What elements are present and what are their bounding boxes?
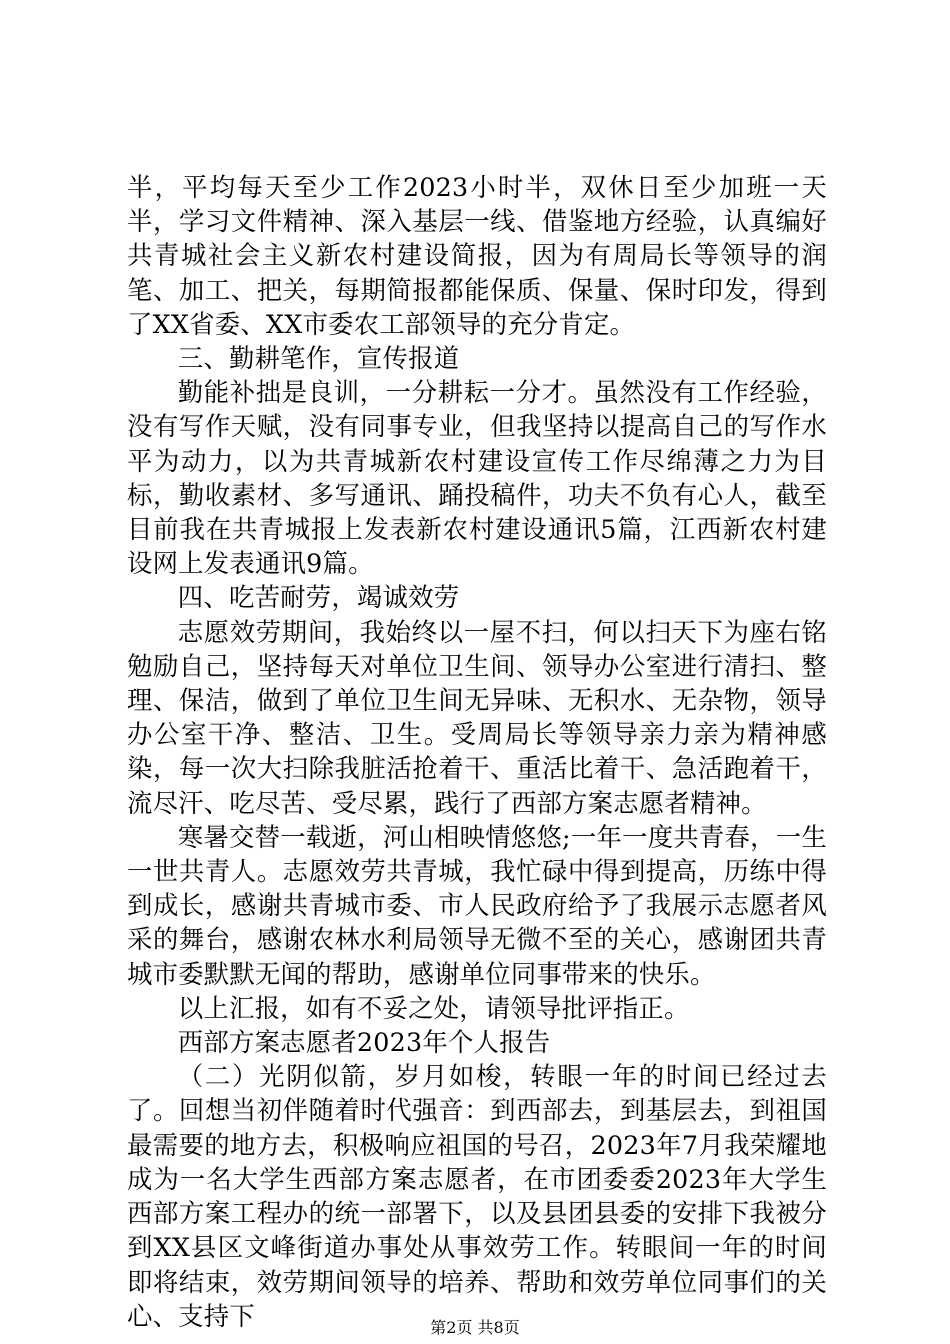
paragraph-second-report: （二）光阴似箭，岁月如梭，转眼一年的时间已经过去了。回想当初伴随着时代强音：到西部去，到基层去，到祖国最需要的地方去，积极响应祖国的号召，2023年7月我荣耀地成为一名大学生西部方案志愿者，在市团委委2023年大学生西部方案工程办的统一部署下，以及县团县委的安排下我被分到XX县区文峰街道办事处从事效劳工作。转眼间一年的时间即将结束，效劳期间领导的培养、帮助和效劳单位同事们的关心、支持下: [127, 1061, 827, 1331]
paragraph-writing: 勤能补拙是良训，一分耕耘一分才。虽然没有工作经验，没有写作天赋，没有同事专业，但我坚持以提高自己的写作水平为动力，以为共青城新农村建设宣传工作尽绵薄之力为目标，勤收素材、多写通讯、踊投稿件，功夫不负有心人，截至目前我在共青城报上发表新农村建设通讯5篇，江西新农村建设网上发表通讯9篇。: [127, 377, 827, 579]
paragraph-closing: 以上汇报，如有不妥之处，请领导批评指正。: [177, 992, 690, 1023]
section-heading-four: 四、吃苦耐劳，竭诚效劳: [177, 582, 460, 613]
report-title: 西部方案志愿者2023年个人报告: [177, 1027, 551, 1058]
document-body: [127, 170, 827, 1333]
page-number-footer: 第2页 共8页: [430, 1318, 520, 1337]
paragraph-thanks: 寒暑交替一载逝，河山相映情悠悠;一年一度共青春，一生一世共青人。志愿效劳共青城，我忙碌中得到提高，历练中得到成长，感谢共青城市委、市人民政府给予了我展示志愿者风采的舞台，感谢农林水利局领导无微不至的关心，感谢团共青城市委默默无闻的帮助，感谢单位同事带来的快乐。: [127, 821, 827, 989]
section-heading-three: 三、勤耕笔作，宣传报道: [177, 343, 460, 374]
paragraph-continuation: 半，平均每天至少工作2023小时半，双休日至少加班一天半，学习文件精神、深入基层一线、借鉴地方经验，认真编好共青城社会主义新农村建设简报，因为有周局长等领导的润笔、加工、把关，每期简报都能保质、保量、保时印发，得到了XX省委、XX市委农工部领导的充分肯定。: [127, 172, 827, 339]
paragraph-service: 志愿效劳期间，我始终以一屋不扫，何以扫天下为座右铭勉励自己，坚持每天对单位卫生间、领导办公室进行清扫、整理、保洁，做到了单位卫生间无异味、无积水、无杂物，领导办公室干净、整洁、卫生。受周局长等领导亲力亲为精神感染，每一次大扫除我脏活抢着干、重活比着干、急活跑着干，流尽汗、吃尽苦、受尽累，践行了西部方案志愿者精神。: [127, 616, 827, 818]
